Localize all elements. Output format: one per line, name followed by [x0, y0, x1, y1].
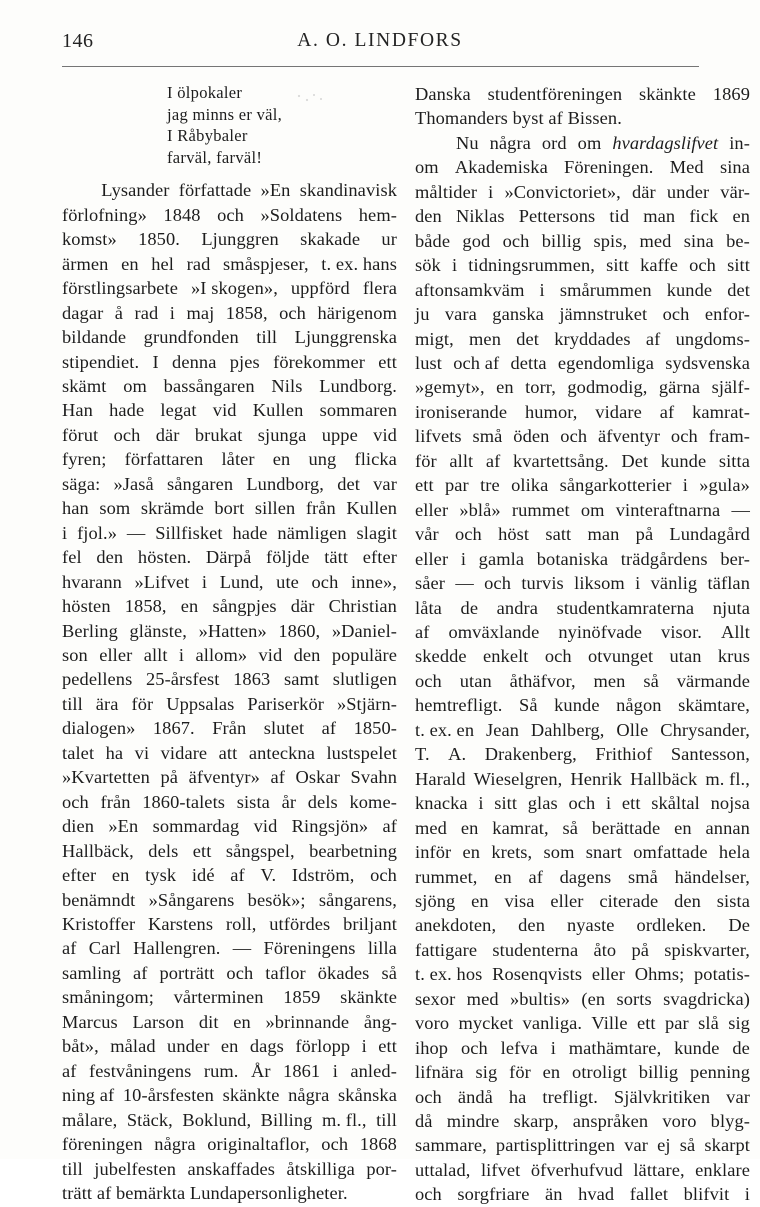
- verse-line: jag minns er väl,: [167, 104, 283, 124]
- text-line: ju vara ganska jämnstruket och enfor-: [415, 304, 750, 325]
- text-line: ironiserande humor, vidare af kamrat-: [415, 401, 750, 422]
- right-paragraph-two: [415, 131, 750, 1207]
- text-line: bildande grundfonden till Ljunggrenska: [62, 327, 397, 348]
- text-line: Hallbäck, dels ett sångspel, bearbetning: [62, 840, 397, 861]
- text-line: af omväxlande nyinöfvade visor. Allt: [415, 621, 750, 642]
- text-line: voro mycket vanliga. Ville ett par slå sig: [415, 1013, 750, 1034]
- text-line: förstlingsarbete »I skogen», uppförd flera: [62, 278, 397, 299]
- text-line: Thomanders byst af Bissen.: [415, 108, 622, 129]
- verse-line: farväl, farväl!: [167, 147, 263, 167]
- text-line: lifvets små öden och äfventyr och fram-: [415, 426, 750, 447]
- text-line: säga: »Jaså sångaren Lundborg, det var: [62, 473, 397, 494]
- text-line: han som skrämde bort sillen från Kullen: [62, 498, 397, 519]
- text-line: i fjol.» — Sillfisket hade nämligen slagit: [62, 522, 397, 543]
- text-line: vår och höst satt man på Lundagård: [415, 524, 750, 545]
- text-line: T. A. Drakenberg, Frithiof Santesson,: [415, 744, 750, 765]
- text-line: benämndt »Sångarens besök»; sångarens,: [62, 889, 397, 910]
- verse-line: I Råbybaler: [167, 126, 248, 146]
- text-line: son eller allt i allom» vid den populäre: [62, 644, 397, 665]
- text-line: förlofning» 1848 och »Soldatens hem-: [62, 204, 397, 225]
- text-line: anekdoten, den nyaste ordleken. De: [415, 915, 750, 936]
- text-line: Berling glänste, »Hatten» 1860, »Daniel-: [62, 620, 397, 641]
- right-column: [415, 82, 750, 1207]
- text-line: trätt af bemärkta Lundapersonligheter.: [62, 1182, 348, 1203]
- text-line: med en kamrat, så berättade en annan: [415, 817, 750, 838]
- text-line: Kristoffer Karstens roll, utfördes briljant: [62, 913, 397, 934]
- text-line: inför en krets, som snart omfattade hela: [415, 842, 750, 863]
- text-line: låta de andra studentkamraterna njuta: [415, 597, 750, 618]
- text-line: till ära för Uppsalas Pariserkör »Stjärn-: [62, 693, 397, 714]
- text-line: ärmen en hel rad småspjeser, t. ex. hans: [62, 253, 397, 274]
- text-line: sexor med »bultis» (en sorts svagdricka): [415, 988, 750, 1009]
- text-line: hemtrefligt. Så kunde någon skämtare,: [415, 695, 750, 716]
- text-line: Marcus Larson dit en »brinnande ång-: [62, 1011, 397, 1032]
- text-line: stipendiet. I denna pjes förekommer ett: [62, 351, 397, 372]
- text-line: målare, Stäck, Boklund, Billing m. fl., till: [62, 1109, 397, 1130]
- text-line: och utan åthäfvor, men så värmande: [415, 670, 750, 691]
- text-line: och från 1860-talets sista år dels kome-: [62, 791, 397, 812]
- text-line: Lysander författade »En skandinavisk: [101, 180, 397, 201]
- text-line: ning af 10-årsfesten skänkte några skånska: [62, 1085, 397, 1106]
- text-line: talet ha vi vidare att anteckna lustspelet: [62, 742, 397, 763]
- left-column: [62, 82, 397, 1205]
- text-line: lifnära sig för en otroligt billig penning: [415, 1062, 750, 1083]
- text-line: hvarann »Lifvet i Lund, ute och inne»,: [62, 571, 397, 592]
- text-line: Han hade legat vid Kullen sommaren: [62, 400, 397, 421]
- text-line: uttalad, lifvet öfverhufvud lättare, enklare: [415, 1159, 750, 1180]
- text-line: ett par tre olika sångarkotterier i »gula»: [415, 475, 750, 496]
- text-line: hösten 1858, en sångpjes där Christian: [62, 596, 397, 617]
- text-line: sjöng en visa eller citerade den sista: [415, 890, 750, 911]
- text-line: samling af porträtt och taflor ökades så: [62, 962, 397, 983]
- text-line: eller »blå» rummet om vinteraftnarna —: [415, 499, 750, 520]
- text-line: ihop och lefva i mathämtare, kunde de: [415, 1037, 750, 1058]
- text-line: knacka i sitt glas och i ett skåltal nojsa: [415, 793, 750, 814]
- text-line: till jubelfesten anskaffades åtskilliga por-: [62, 1158, 397, 1179]
- text-line: om Akademiska Föreningen. Med sina: [415, 157, 750, 178]
- running-head: [62, 30, 698, 60]
- text-line: skedde enkelt och otvunget utan krus: [415, 646, 750, 667]
- text-line: komst» 1850. Ljunggren skakade ur: [62, 229, 397, 250]
- text-line: pedellens 25-årsfest 1863 samt slutligen: [62, 669, 397, 690]
- text-line: och sorgfriare än hvad fallet blifvit i: [415, 1184, 750, 1205]
- text-line: dien »En sommardag vid Ringsjön» af: [62, 816, 397, 837]
- text-line: småningom; vårterminen 1859 skänkte: [62, 987, 397, 1008]
- text-line: Danska studentföreningen skänkte 1869: [415, 84, 750, 104]
- verse-line: I ölpokaler: [167, 83, 243, 102]
- text-line: fattigare studenterna åto på spiskvarter,: [415, 939, 750, 960]
- text-line: af festvåningens rum. År 1861 i anled-: [62, 1060, 397, 1081]
- text-line: sök i tidningsrummen, sitt kaffe och sitt: [415, 255, 750, 276]
- text-line: t. ex. hos Rosenqvists eller Ohms; potatis-: [415, 964, 750, 985]
- text-line: migt, men det kryddades af ungdoms-: [415, 328, 750, 349]
- text-line: dagar å rad i maj 1858, och härigenom: [62, 302, 397, 323]
- left-column-paragraph: [62, 178, 397, 1205]
- text-line: måltider i »Convictoriet», där under vär-: [415, 181, 750, 202]
- text-line: Nu några ord om hvardagslifvet in-: [455, 132, 750, 153]
- page-number: 146: [62, 30, 94, 52]
- text-line: föreningen några originaltaflor, och 1868: [62, 1134, 397, 1155]
- text-line: och ändå ha trefligt. Självkritiken var: [415, 1086, 750, 1107]
- text-line: lust och af detta egendomliga sydsvenska: [415, 352, 750, 373]
- right-paragraph-one: [415, 82, 750, 131]
- text-line: sammare, partisplittringen var ej så skarpt: [415, 1135, 750, 1156]
- text-line: t. ex. en Jean Dahlberg, Olle Chrysander,: [415, 719, 750, 740]
- text-line: båt», målad under en dags förlopp i ett: [62, 1036, 397, 1057]
- header-rule: [62, 66, 699, 67]
- text-line: förut och där brukat sjunga uppe vid: [62, 424, 397, 445]
- emphasis-word: hvardagslifvet: [612, 132, 719, 153]
- text-line: Harald Wieselgren, Henrik Hallbäck m. fl.,: [415, 768, 750, 789]
- verse-block: [62, 82, 397, 168]
- text-line: både god och billig spis, med sina be-: [415, 230, 750, 251]
- text-line: »Kvartetten på äfventyr» af Oskar Svahn: [62, 767, 397, 788]
- text-line: såer — och turvis liksom i vänlig täflan: [415, 573, 750, 594]
- text-line: efter en tysk idé af V. Idström, och: [62, 865, 397, 886]
- text-line: fyren; författaren låter en ung flicka: [62, 449, 397, 470]
- text-line: aftonsamkväm i smårummen kunde det: [415, 279, 750, 300]
- text-line: då mindre skarp, anspråken voro blyg-: [415, 1111, 750, 1132]
- text-line: rummet, en af dagens små händelser,: [415, 866, 750, 887]
- text-line: skämt om bassångaren Nils Lundborg.: [62, 376, 397, 396]
- text-line: af Carl Hallengren. — Föreningens lilla: [62, 938, 397, 959]
- text-line: eller i gamla botaniska trädgårdens ber-: [415, 548, 750, 569]
- text-line: fel den hösten. Därpå följde tätt efter: [62, 547, 397, 568]
- running-head-title: A. O. LINDFORS: [297, 30, 463, 51]
- text-line: dialogen» 1867. Från slutet af 1850-: [62, 718, 397, 739]
- text-line: den Niklas Pettersons tid man fick en: [415, 206, 750, 227]
- text-line: för allt af kvartettsång. Det kunde sitta: [415, 450, 750, 471]
- text-line: »gemyt», en torr, godmodig, gärna själf-: [415, 377, 750, 398]
